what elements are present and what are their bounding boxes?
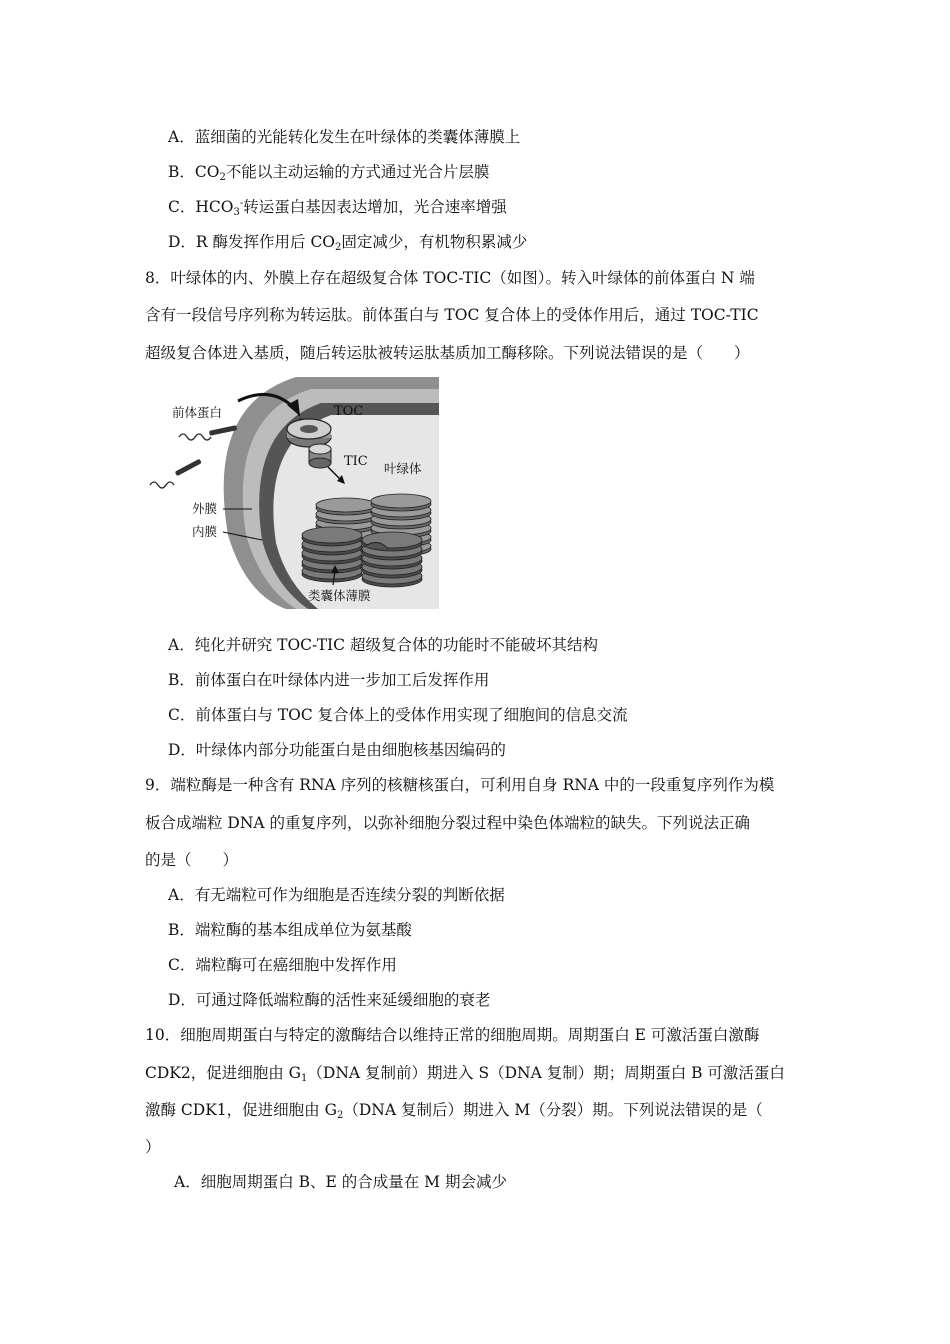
q8-stem-line-2: 含有一段信号序列称为转运肽。前体蛋白与 TOC 复合体上的受体作用后，通过 TOC-TIC xyxy=(145,306,759,324)
q8-stem-line-3: 超级复合体进入基质，随后转运肽被转运肽基质加工酶移除。下列说法错误的是（ ） xyxy=(145,344,750,362)
thylakoid-stacks xyxy=(302,494,431,587)
label-precursor: 前体蛋白 xyxy=(172,405,223,420)
label-toc: TOC xyxy=(334,404,364,419)
q8-option-c: C．前体蛋白与 TOC 复合体上的受体作用实现了细胞间的信息交流 xyxy=(168,706,628,724)
label-thylakoid: 类囊体薄膜 xyxy=(308,588,371,603)
q9-stem-line-1: 9．端粒酶是一种含有 RNA 序列的核糖核蛋白，可利用自身 RNA 中的一段重复序列作为模 xyxy=(145,776,775,794)
q7-option-b: B．$CO_2$不能以主动运输的方式通过光合片层膜 xyxy=(168,163,490,183)
q7-option-a: A．蓝细菌的光能转化发生在叶绿体的类囊体薄膜上 xyxy=(168,128,521,146)
q9-stem-line-3: 的是（ ） xyxy=(145,851,239,869)
toc-tic-chloroplast-figure xyxy=(146,375,442,611)
q9-stem-line-2: 板合成端粒 DNA 的重复序列，以弥补细胞分裂过程中染色体端粒的缺失。下列说法正确 xyxy=(145,814,751,832)
toc-complex xyxy=(287,419,331,447)
q8-option-a: A．纯化并研究 TOC-TIC 超级复合体的功能时不能破坏其结构 xyxy=(168,636,598,654)
label-chloroplast: 叶绿体 xyxy=(384,461,422,476)
q10-stem-line-4: ） xyxy=(145,1138,161,1156)
q8-option-b: B．前体蛋白在叶绿体内进一步加工后发挥作用 xyxy=(168,671,490,689)
label-tic: TIC xyxy=(344,454,368,469)
label-inner-membrane: 内膜 xyxy=(192,524,218,539)
precursor-protein-2 xyxy=(150,459,202,488)
q7-option-c: C．$HCO_3^-$转运蛋白基因表达增加，光合速率增强 xyxy=(168,198,507,218)
q7-option-d: D．R 酶发挥作用后 $CO_2$固定减少，有机物积累减少 xyxy=(168,233,528,253)
label-outer-membrane: 外膜 xyxy=(192,501,218,516)
q8-option-d: D．叶绿体内部分功能蛋白是由细胞核基因编码的 xyxy=(168,741,506,759)
precursor-protein-1 xyxy=(179,425,237,440)
q9-option-c: C．端粒酶可在癌细胞中发挥作用 xyxy=(168,956,397,974)
q9-option-d: D．可通过降低端粒酶的活性来延缓细胞的衰老 xyxy=(168,991,491,1009)
q9-option-b: B．端粒酶的基本组成单位为氨基酸 xyxy=(168,921,412,939)
q10-stem-line-3: 激酶 CDK1，促进细胞由 $G_2(DNA$ 复制后）期进入 M（分裂）期。下列说法错误的是（ xyxy=(145,1101,763,1121)
q9-option-a: A．有无端粒可作为细胞是否连续分裂的判断依据 xyxy=(168,886,505,904)
q10-option-a: A．细胞周期蛋白 B、E 的合成量在 M 期会减少 xyxy=(174,1173,507,1191)
q8-stem-line-1: 8．叶绿体的内、外膜上存在超级复合体 TOC-TIC（如图）。转入叶绿体的前体蛋白 N 端 xyxy=(145,269,755,287)
q10-stem-line-1: 10．细胞周期蛋白与特定的激酶结合以维持正常的细胞周期。周期蛋白 E 可激活蛋白激酶 xyxy=(145,1026,760,1044)
tic-complex xyxy=(309,444,331,468)
q10-stem-line-2: CDK2，促进细胞由 $G_1(DNA$ 复制前）期进入 S（DNA 复制）期；周期蛋白 B 可激活蛋白 xyxy=(145,1064,785,1084)
